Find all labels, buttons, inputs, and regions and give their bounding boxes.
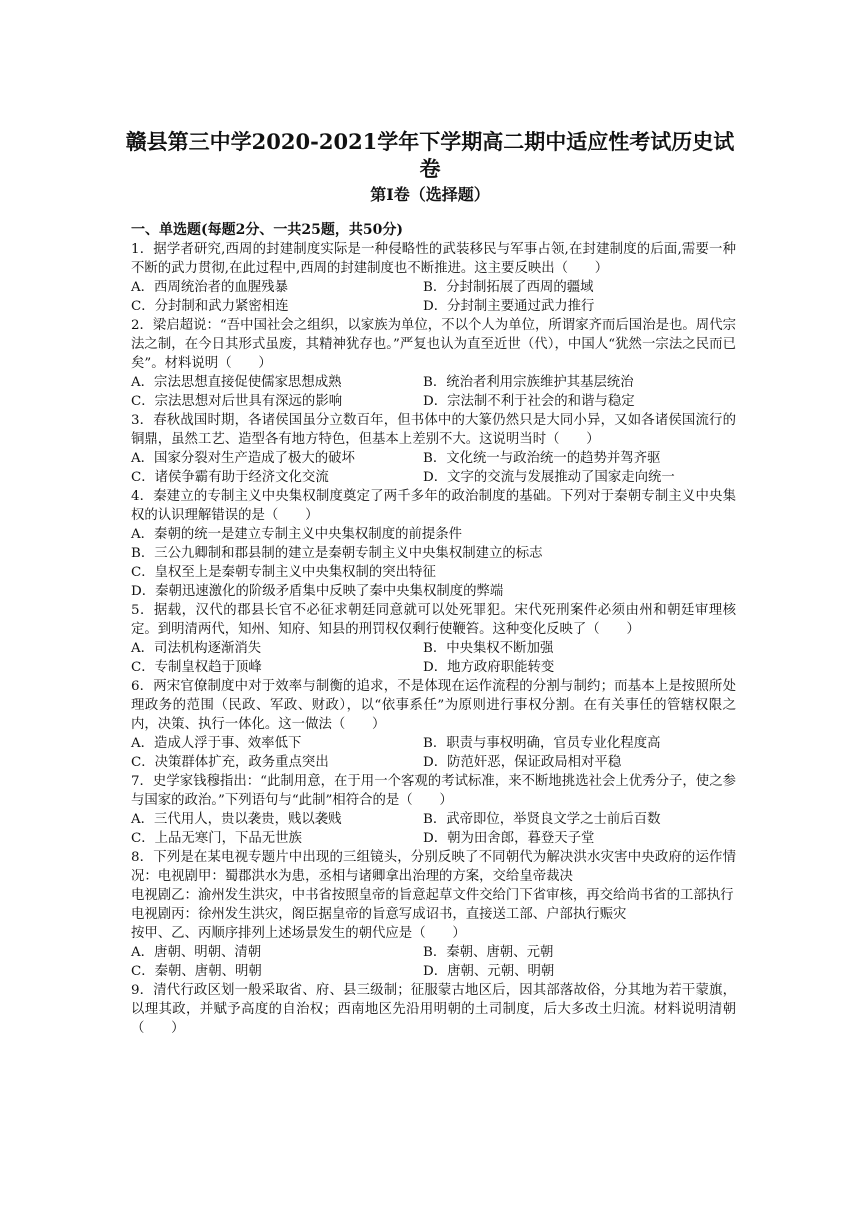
option-d[interactable]: D．秦朝迅速激化的阶级矛盾集中反映了秦中央集权制度的弊端 xyxy=(131,584,504,599)
option-group xyxy=(131,278,736,316)
scenario-yi: 电视剧乙：渝州发生洪灾，中书省按照皇帝的旨意起草文件交给门下省审核，再交给尚书省的工部执行 xyxy=(131,888,734,903)
option-d[interactable]: D．宗法制不利于社会的和谐与稳定 xyxy=(423,394,635,409)
option-group xyxy=(131,525,736,601)
question-8 xyxy=(131,848,736,981)
option-a[interactable]: A．宗法思想直接促使儒家思想成熟 xyxy=(131,375,342,390)
option-b[interactable]: B．三公九卿制和郡县制的建立是秦朝专制主义中央集权制建立的标志 xyxy=(131,546,543,561)
question-stem: 6．两宋官僚制度中对于效率与制衡的追求，不是体现在运作流程的分割与制约；而基本上是按照所处理政务的范围（民政、军政、财政），以“依事系任”为原则进行事权分割。在有关事任的管辖权限之内，决策、执行一体化。这一做法（ ） xyxy=(131,679,736,732)
option-d[interactable]: D．唐朝、元朝、明朝 xyxy=(423,964,555,979)
question-9 xyxy=(131,981,736,1038)
option-c[interactable]: C．上品无寒门，下品无世族 xyxy=(131,831,302,846)
question-prompt: 按甲、乙、丙顺序排列上述场景发生的朝代应是（ ） xyxy=(131,926,466,941)
question-7 xyxy=(131,772,736,848)
question-stem: 1．据学者研究,西周的封建制度实际是一种侵略性的武装移民与军事占领,在封建制度的后面,需要一种不断的武力贯彻,在此过程中,西周的封建制度也不断推进。这主要反映出（ ） xyxy=(131,242,736,276)
question-stem: 2．梁启超说：“吾中国社会之组织，以家族为单位，不以个人为单位，所谓家齐而后国治是也。周代宗法之制，在今日其形式虽废，其精神犹存也。”严复也认为直至近世（代），中国人“犹然一宗法之民而已矣”。材料说明（ ） xyxy=(131,318,736,371)
option-b[interactable]: B．分封制拓展了西周的疆域 xyxy=(423,280,594,295)
option-b[interactable]: B．武帝即位，举贤良文学之士前后百数 xyxy=(423,812,661,827)
option-d[interactable]: D．防范奸恶，保证政局相对平稳 xyxy=(423,755,622,770)
question-stem: 3．春秋战国时期，各诸侯国虽分立数百年，但书体中的大篆仍然只是大同小异，又如各诸侯国流行的铜鼎，虽然工艺、造型各有地方特色，但基本上差别不大。这说明当时（ ） xyxy=(131,413,736,447)
option-b[interactable]: B．秦朝、唐朝、元朝 xyxy=(423,945,554,960)
option-group xyxy=(131,810,736,848)
question-4 xyxy=(131,487,736,601)
option-c[interactable]: C．秦朝、唐朝、明朝 xyxy=(131,964,262,979)
question-list xyxy=(131,240,736,1038)
option-group xyxy=(131,373,736,411)
section-heading: 一、单选题(每题2分、一共25题，共50分) xyxy=(131,222,403,238)
option-group xyxy=(131,639,736,677)
question-stem: 9．清代行政区划一般采取省、府、县三级制；征服蒙古地区后，因其部落故俗，分其地为若干蒙旗，以理其政，并赋予高度的自治权；西南地区先沿用明朝的土司制度，后大多改土归流。材料说明清朝（ ） xyxy=(131,983,736,1036)
option-group xyxy=(131,734,736,772)
option-c[interactable]: C．专制皇权趋于顶峰 xyxy=(131,660,262,675)
question-2 xyxy=(131,316,736,411)
question-stem: 5．据载，汉代的郡县长官不必征求朝廷同意就可以处死罪犯。宋代死刑案件必须由州和朝廷审理核定。到明清两代，知州、知府、知县的刑罚权仅剩行使鞭笞。这种变化反映了（ ） xyxy=(131,603,736,637)
section-part-title: 第Ⅰ卷（选择题） xyxy=(370,185,490,204)
page-title: 赣县第三中学2020-2021学年下学期高二期中适应性考试历史试卷 xyxy=(125,129,735,181)
option-a[interactable]: A．造成人浮于事、效率低下 xyxy=(131,736,302,751)
option-b[interactable]: B．统治者利用宗族维护其基层统治 xyxy=(423,375,634,390)
option-d[interactable]: D．文字的交流与发展推动了国家走向统一 xyxy=(423,470,675,485)
option-a[interactable]: A．国家分裂对生产造成了极大的破坏 xyxy=(131,451,355,466)
option-a[interactable]: A．西周统治者的血腥残暴 xyxy=(131,280,288,295)
option-c[interactable]: C．皇权至上是秦朝专制主义中央集权制的突出特征 xyxy=(131,565,436,580)
question-5 xyxy=(131,601,736,677)
option-c[interactable]: C．决策群体扩充，政务重点突出 xyxy=(131,755,329,770)
option-c[interactable]: C．分封制和武力紧密相连 xyxy=(131,299,289,314)
question-3 xyxy=(131,411,736,487)
option-a[interactable]: A．三代用人，贵以袭贵，贱以袭贱 xyxy=(131,812,342,827)
question-stem: 4．秦建立的专制主义中央集权制度奠定了两千多年的政治制度的基础。下列对于秦朝专制主义中央集权的认识理解错误的是（ ） xyxy=(131,489,736,523)
option-d[interactable]: D．分封制主要通过武力推行 xyxy=(423,299,595,314)
question-stem: 7．史学家钱穆指出：“此制用意，在于用一个客观的考试标准，来不断地挑选社会上优秀分子，使之参与国家的政治。”下列语句与“此制”相符合的是（ ） xyxy=(131,774,736,808)
scenario-bing: 电视剧丙：徐州发生洪灾，阁臣据皇帝的旨意写成诏书，直接送工部、户部执行赈灾 xyxy=(131,907,627,922)
option-d[interactable]: D．朝为田舍郎，暮登天子堂 xyxy=(423,831,595,846)
option-b[interactable]: B．职责与事权明确，官员专业化程度高 xyxy=(423,736,661,751)
option-c[interactable]: C．宗法思想对后世具有深远的影响 xyxy=(131,394,343,409)
option-a[interactable]: A．秦朝的统一是建立专制主义中央集权制度的前提条件 xyxy=(131,527,463,542)
option-a[interactable]: A．司法机构逐渐消失 xyxy=(131,641,262,656)
option-group xyxy=(131,943,736,981)
question-1 xyxy=(131,240,736,316)
option-b[interactable]: B．文化统一与政治统一的趋势并驾齐驱 xyxy=(423,451,661,466)
option-c[interactable]: C．诸侯争霸有助于经济文化交流 xyxy=(131,470,329,485)
question-stem: 8．下列是在某电视专题片中出现的三组镜头，分别反映了不同朝代为解决洪水灾害中央政府的运作情况：电视剧甲：蜀郡洪水为患，丞相与诸卿拿出治理的方案，交给皇帝裁决 xyxy=(131,850,736,884)
option-a[interactable]: A．唐朝、明朝、清朝 xyxy=(131,945,262,960)
question-6 xyxy=(131,677,736,772)
option-d[interactable]: D．地方政府职能转变 xyxy=(423,660,555,675)
option-group xyxy=(131,449,736,487)
option-b[interactable]: B．中央集权不断加强 xyxy=(423,641,554,656)
